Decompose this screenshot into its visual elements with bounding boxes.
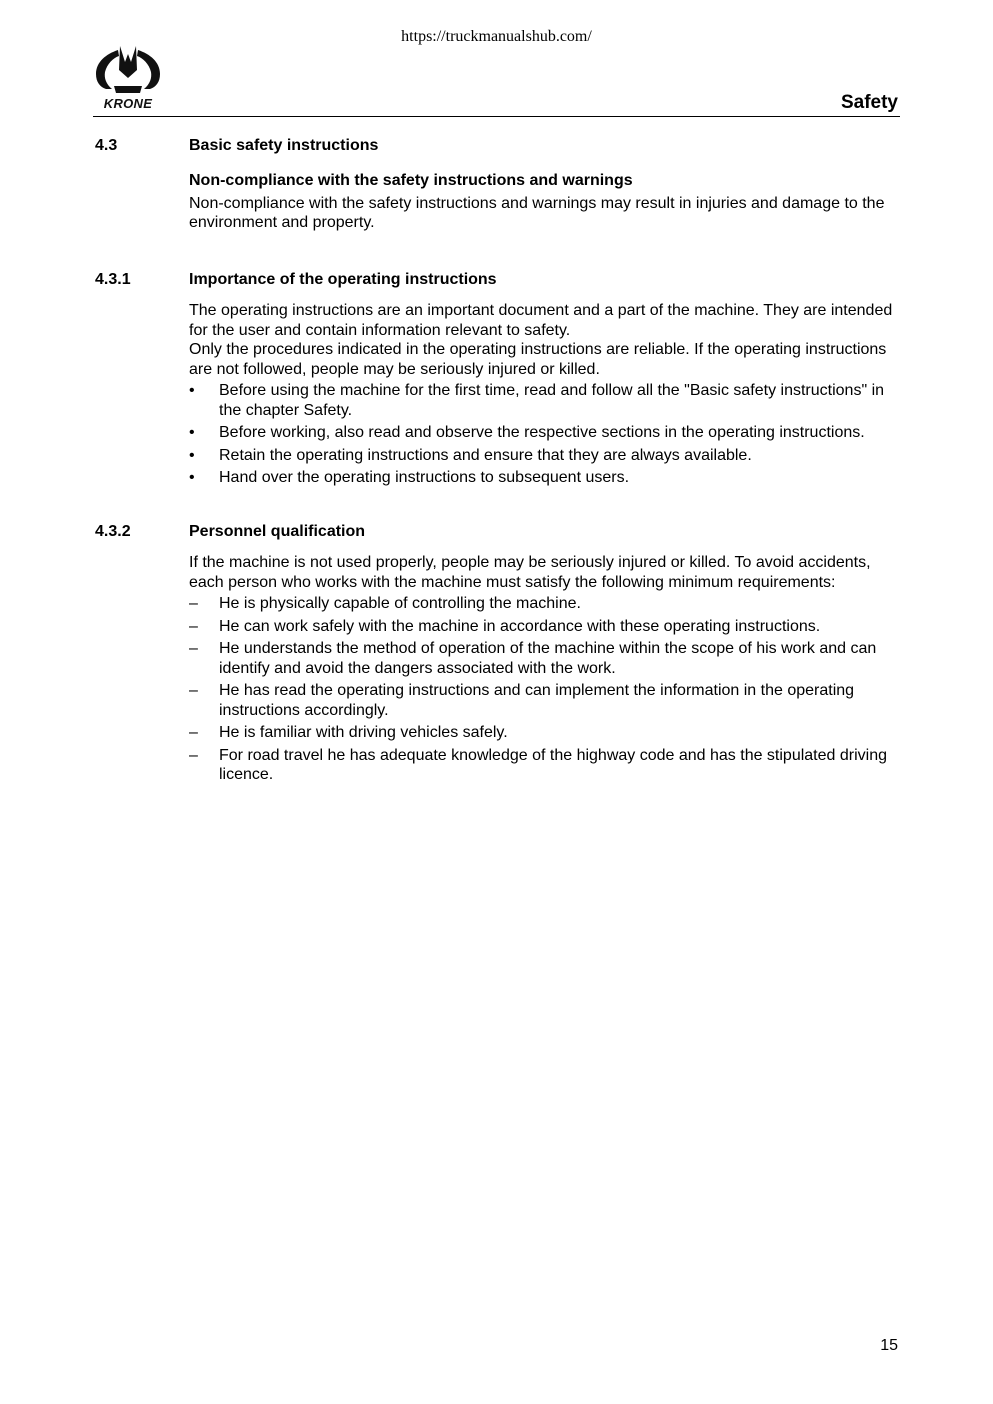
section-4-3-body	[189, 171, 901, 233]
dash-marker: –	[189, 617, 198, 635]
list-item-text: Retain the operating instructions and ensure that they are always available.	[219, 446, 752, 464]
section-title: Importance of the operating instructions	[189, 271, 497, 288]
list-item-text: He is physically capable of controlling the machine.	[219, 595, 581, 612]
paragraph: Only the procedures indicated in the operating instructions are reliable. If the operating instructions are not followed, people may be seriously injured or killed.	[189, 341, 887, 378]
section-4-3-1-body	[189, 301, 901, 491]
bullet-marker: •	[189, 382, 195, 399]
section-title: Personnel qualification	[189, 523, 366, 540]
header-divider	[93, 116, 900, 117]
list-item-text: He has read the operating instructions and can implement the information in the operating instructions accordingly.	[219, 682, 855, 719]
page-section-title: Safety	[840, 92, 898, 113]
list-item-text: Before working, also read and observe the respective sections in the operating instructions.	[219, 424, 865, 441]
krone-logo	[92, 42, 164, 112]
dash-list	[189, 594, 901, 785]
source-url: https://truckmanualshub.com/	[401, 28, 592, 45]
list-item	[189, 468, 901, 488]
dash-marker: –	[189, 682, 198, 699]
section-number: 4.3.2	[95, 523, 131, 540]
list-item-text: Hand over the operating instructions to subsequent users.	[219, 469, 630, 486]
list-item	[189, 617, 901, 637]
list-item	[189, 423, 901, 443]
krone-brand-text: KRONE	[103, 96, 153, 111]
dash-marker: –	[189, 724, 198, 741]
list-item	[189, 446, 901, 466]
section-title: Basic safety instructions	[189, 137, 379, 154]
section-4-3-2-body	[189, 553, 901, 788]
krone-crown-logo-icon	[92, 42, 164, 112]
list-item-text: For road travel he has adequate knowledge of the highway code and has the stipulated driving licence.	[219, 746, 887, 783]
list-item	[189, 746, 901, 785]
dash-marker: –	[189, 640, 198, 657]
list-item-text: Before using the machine for the first time, read and follow all the "Basic safety instructions" in the chapter Safety.	[219, 382, 885, 419]
paragraph: The operating instructions are an important document and a part of the machine. They are intended for the user and contain information relevant to safety.	[189, 302, 893, 339]
page-number: 15	[880, 1337, 898, 1354]
section-number: 4.3	[95, 137, 118, 154]
list-item-text: He can work safely with the machine in accordance with these operating instructions.	[219, 617, 821, 635]
list-item	[189, 723, 901, 743]
dash-marker: –	[189, 746, 198, 764]
bullet-marker: •	[189, 469, 195, 486]
dash-marker: –	[189, 595, 198, 612]
list-item	[189, 681, 901, 720]
section-number: 4.3.1	[95, 271, 131, 288]
paragraph: Non-compliance with the safety instructions and warnings may result in injuries and damage to the environment and property.	[189, 194, 885, 231]
bullet-list	[189, 381, 901, 488]
bullet-marker: •	[189, 446, 195, 464]
list-item-text: He is familiar with driving vehicles safely.	[219, 724, 508, 741]
subheading: Non-compliance with the safety instructions and warnings	[189, 172, 633, 189]
bullet-marker: •	[189, 424, 195, 441]
list-item	[189, 594, 901, 614]
paragraph: If the machine is not used properly, people may be seriously injured or killed. To avoid accidents, each person who works with the machine must satisfy the following minimum requirements:	[189, 554, 871, 591]
list-item	[189, 639, 901, 678]
list-item	[189, 381, 901, 420]
list-item-text: He understands the method of operation of the machine within the scope of his work and can identify and avoid the dangers associated with the work.	[219, 640, 877, 677]
